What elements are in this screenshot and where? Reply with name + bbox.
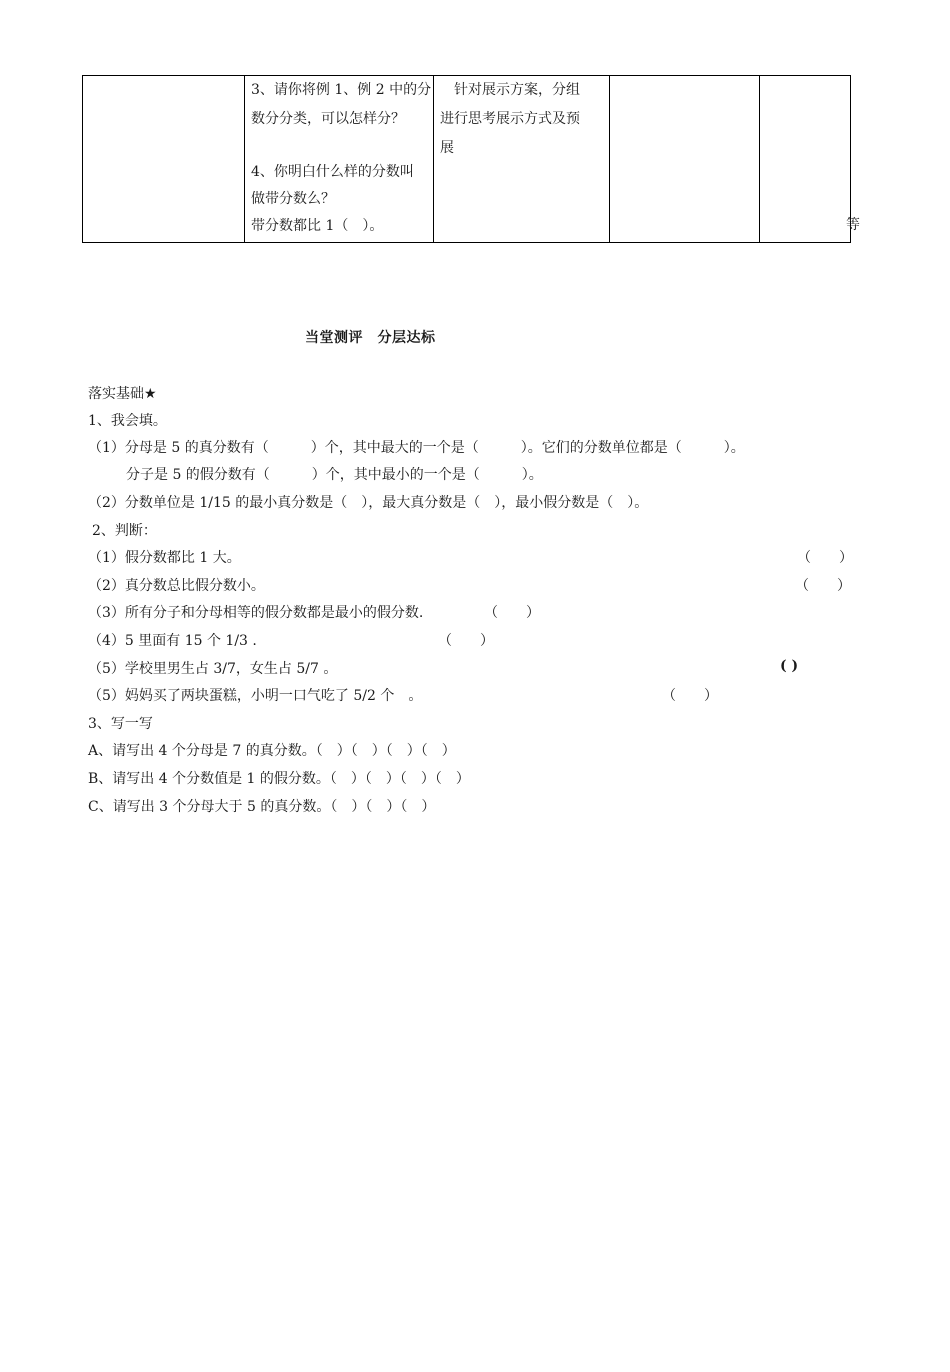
table-cell-empty-1 — [83, 76, 245, 243]
question-1-part-1b: 分子是 5 的假分数有（ ）个，其中最小的一个是（ ）。 — [126, 467, 543, 483]
lesson-plan-table — [82, 75, 851, 243]
judge-item-3-text: （3）所有分子和分母相等的假分数都是最小的假分数. — [88, 605, 424, 621]
judge-item-6-paren: （ ） — [662, 688, 718, 704]
table-row — [83, 76, 851, 243]
judge-item-4-text: （4）5 里面有 15 个 1/3 . — [88, 633, 257, 649]
judge-item-4-paren: （ ） — [438, 633, 494, 649]
question-4-line-3: 带分数都比 1（ ）。 — [251, 218, 384, 234]
question-4-line-2: 做带分数么？ — [251, 191, 335, 207]
question-3-part-c: C、请写出 3 个分母大于 5 的真分数。（ ）（ ）（ ） — [88, 799, 436, 815]
judge-item-2-paren: （ ） — [795, 578, 851, 594]
basics-heading — [88, 383, 157, 403]
star-icon: ★ — [144, 386, 157, 402]
judge-item-2-text: （2）真分数总比假分数小。 — [88, 578, 265, 594]
table-cell-empty-5 — [760, 76, 851, 243]
question-3-line-2: 数分分类，可以怎样分？ — [251, 111, 405, 127]
question-3-part-a: A、请写出 4 个分母是 7 的真分数。（ ）（ ）（ ）（ ） — [88, 743, 456, 759]
question-1-part-1: （1）分母是 5 的真分数有（ ）个，其中最大的一个是（ ）。它们的分数单位都是（ ）。 — [88, 440, 745, 456]
judge-item-1-text: （1）假分数都比 1 大。 — [88, 550, 241, 566]
question-2-heading: 2、判断： — [92, 523, 157, 539]
question-1-heading: 1、我会填。 — [88, 413, 167, 429]
table-cell-empty-4 — [610, 76, 760, 243]
section-title: 当堂测评 分层达标 — [305, 330, 436, 346]
basics-heading-text: 落实基础 — [88, 386, 144, 402]
activity-line-1: 针对展示方案，分组 — [440, 82, 580, 98]
judge-item-5-paren: ( ) — [780, 658, 799, 674]
table-cell-activity — [434, 76, 610, 243]
question-3-heading: 3、写一写 — [88, 716, 153, 732]
judge-item-3-paren: （ ） — [484, 605, 540, 621]
question-1-part-2: （2）分数单位是 1/15 的最小真分数是（ ），最大真分数是（ ），最小假分数是（ ）。 — [88, 495, 649, 511]
question-4-line-1: 4、你明白什么样的分数叫 — [251, 164, 414, 180]
overflow-char: 等 — [846, 217, 860, 233]
question-3-part-b: B、请写出 4 个分数值是 1 的假分数。（ ）（ ）（ ）（ ） — [88, 771, 470, 787]
judge-item-5-text: （5）学校里男生占 3/7，女生占 5/7 。 — [88, 661, 338, 677]
judge-item-1-paren: （ ） — [797, 550, 853, 566]
activity-line-3: 展 — [440, 140, 454, 156]
judge-item-6-text: （5）妈妈买了两块蛋糕，小明一口气吃了 5/2 个 。 — [88, 688, 423, 704]
table-cell-questions — [245, 76, 434, 243]
question-3-line-1: 3、请你将例 1、例 2 中的分 — [251, 82, 432, 98]
activity-line-2: 进行思考展示方式及预 — [440, 111, 580, 127]
